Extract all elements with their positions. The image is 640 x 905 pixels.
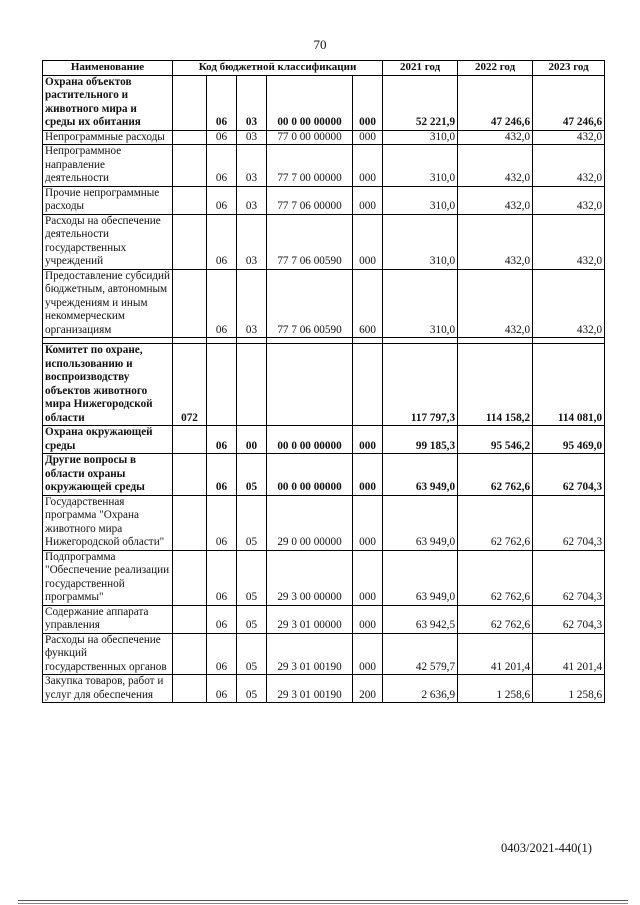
cell-subsection: 03 — [237, 186, 267, 214]
cell-subsection: 03 — [237, 145, 267, 187]
cell-expense-type: 000 — [353, 186, 383, 214]
cell-2023: 114 081,0 — [533, 344, 605, 426]
cell-ved — [173, 75, 207, 130]
cell-subsection: 00 — [237, 426, 267, 454]
header-name: Наименование — [43, 61, 173, 76]
table-row — [43, 495, 605, 550]
cell-2022: 432,0 — [458, 269, 533, 338]
cell-2021: 310,0 — [383, 145, 458, 187]
table-row — [43, 605, 605, 633]
table-row — [43, 675, 605, 703]
bottom-border-line — [18, 900, 628, 901]
table-header-row — [43, 61, 605, 76]
cell-target-article: 29 3 01 00190 — [267, 633, 353, 675]
cell-section: 06 — [207, 454, 237, 496]
header-2022: 2022 год — [458, 61, 533, 76]
cell-2021: 52 221,9 — [383, 75, 458, 130]
table-row — [43, 454, 605, 496]
table-row — [43, 145, 605, 187]
table-row — [43, 344, 605, 426]
cell-target-article: 29 3 01 00190 — [267, 675, 353, 703]
cell-expense-type: 000 — [353, 605, 383, 633]
cell-target-article: 77 7 06 00000 — [267, 186, 353, 214]
cell-subsection: 05 — [237, 675, 267, 703]
cell-ved — [173, 130, 207, 145]
cell-target-article: 77 0 00 00000 — [267, 130, 353, 145]
cell-2022: 62 762,6 — [458, 454, 533, 496]
cell-expense-type — [353, 344, 383, 426]
cell-target-article: 29 3 00 00000 — [267, 550, 353, 605]
cell-name: Непрограммные расходы — [43, 130, 173, 145]
cell-2022: 62 762,6 — [458, 495, 533, 550]
cell-name: Охрана окружающей среды — [43, 426, 173, 454]
cell-target-article: 77 7 06 00590 — [267, 214, 353, 269]
cell-name: Другие вопросы в области охраны окружающей среды — [43, 454, 173, 496]
cell-section: 06 — [207, 75, 237, 130]
cell-expense-type: 000 — [353, 130, 383, 145]
cell-subsection — [237, 344, 267, 426]
cell-2023: 95 469,0 — [533, 426, 605, 454]
cell-name: Содержание аппарата управления — [43, 605, 173, 633]
cell-2021: 63 942,5 — [383, 605, 458, 633]
cell-2022: 432,0 — [458, 186, 533, 214]
cell-section: 06 — [207, 269, 237, 338]
cell-section: 06 — [207, 550, 237, 605]
cell-section: 06 — [207, 145, 237, 187]
cell-ved — [173, 186, 207, 214]
cell-2022: 114 158,2 — [458, 344, 533, 426]
document-code: 0403/2021-440(1) — [501, 841, 592, 855]
cell-expense-type: 000 — [353, 550, 383, 605]
cell-2023: 62 704,3 — [533, 605, 605, 633]
cell-2022: 432,0 — [458, 130, 533, 145]
cell-ved — [173, 214, 207, 269]
cell-section: 06 — [207, 426, 237, 454]
cell-section: 06 — [207, 186, 237, 214]
cell-ved — [173, 269, 207, 338]
cell-ved — [173, 495, 207, 550]
cell-subsection: 03 — [237, 214, 267, 269]
cell-subsection: 05 — [237, 550, 267, 605]
cell-2023: 62 704,3 — [533, 495, 605, 550]
cell-ved — [173, 605, 207, 633]
cell-2021: 310,0 — [383, 269, 458, 338]
cell-2023: 62 704,3 — [533, 454, 605, 496]
cell-ved: 072 — [173, 344, 207, 426]
cell-2023: 1 258,6 — [533, 675, 605, 703]
cell-ved — [173, 454, 207, 496]
cell-section: 06 — [207, 605, 237, 633]
cell-section: 06 — [207, 675, 237, 703]
cell-name: Расходы на обеспечение функций государственных органов — [43, 633, 173, 675]
cell-2023: 62 704,3 — [533, 550, 605, 605]
table-row — [43, 426, 605, 454]
cell-section: 06 — [207, 633, 237, 675]
cell-ved — [173, 550, 207, 605]
cell-expense-type: 000 — [353, 214, 383, 269]
cell-target-article: 77 7 00 00000 — [267, 145, 353, 187]
cell-ved — [173, 633, 207, 675]
cell-expense-type: 600 — [353, 269, 383, 338]
cell-2021: 310,0 — [383, 130, 458, 145]
cell-expense-type: 200 — [353, 675, 383, 703]
cell-name: Закупка товаров, работ и услуг для обеспечения — [43, 675, 173, 703]
cell-expense-type: 000 — [353, 426, 383, 454]
header-code: Код бюджетной классификации — [173, 61, 383, 76]
budget-table — [42, 60, 605, 703]
cell-subsection: 05 — [237, 454, 267, 496]
table-row — [43, 186, 605, 214]
cell-subsection: 05 — [237, 495, 267, 550]
cell-2023: 41 201,4 — [533, 633, 605, 675]
table-body — [43, 75, 605, 703]
cell-2021: 310,0 — [383, 214, 458, 269]
table-row — [43, 633, 605, 675]
cell-ved — [173, 675, 207, 703]
header-2021: 2021 год — [383, 61, 458, 76]
cell-2021: 99 185,3 — [383, 426, 458, 454]
cell-target-article: 29 0 00 00000 — [267, 495, 353, 550]
bottom-border-line-2 — [18, 903, 628, 904]
cell-2022: 47 246,6 — [458, 75, 533, 130]
cell-subsection: 05 — [237, 633, 267, 675]
cell-name: Государственная программа "Охрана животного мира Нижегородской области" — [43, 495, 173, 550]
cell-2023: 432,0 — [533, 130, 605, 145]
table-row — [43, 550, 605, 605]
cell-2022: 62 762,6 — [458, 550, 533, 605]
cell-2021: 63 949,0 — [383, 495, 458, 550]
header-2023: 2023 год — [533, 61, 605, 76]
cell-2022: 95 546,2 — [458, 426, 533, 454]
cell-target-article: 00 0 00 00000 — [267, 454, 353, 496]
cell-section — [207, 344, 237, 426]
cell-ved — [173, 426, 207, 454]
cell-2021: 63 949,0 — [383, 550, 458, 605]
cell-expense-type: 000 — [353, 495, 383, 550]
cell-2023: 432,0 — [533, 269, 605, 338]
cell-expense-type: 000 — [353, 145, 383, 187]
cell-2021: 2 636,9 — [383, 675, 458, 703]
cell-subsection: 03 — [237, 75, 267, 130]
page-number: 70 — [313, 37, 327, 52]
cell-2022: 62 762,6 — [458, 605, 533, 633]
cell-subsection: 03 — [237, 130, 267, 145]
cell-target-article: 00 0 00 00000 — [267, 75, 353, 130]
cell-subsection: 03 — [237, 269, 267, 338]
cell-2021: 310,0 — [383, 186, 458, 214]
cell-name: Расходы на обеспечение деятельности государственных учреждений — [43, 214, 173, 269]
cell-target-article: 77 7 06 00590 — [267, 269, 353, 338]
cell-2023: 432,0 — [533, 186, 605, 214]
table-row — [43, 269, 605, 338]
cell-section: 06 — [207, 130, 237, 145]
cell-name: Прочие непрограммные расходы — [43, 186, 173, 214]
cell-expense-type: 000 — [353, 454, 383, 496]
cell-2022: 432,0 — [458, 145, 533, 187]
cell-2022: 1 258,6 — [458, 675, 533, 703]
table-row — [43, 214, 605, 269]
cell-target-article — [267, 344, 353, 426]
cell-2022: 432,0 — [458, 214, 533, 269]
cell-section: 06 — [207, 495, 237, 550]
cell-name: Комитет по охране, использованию и воспроизводству объектов животного мира Нижегородской области — [43, 344, 173, 426]
cell-name: Непрограммное направление деятельности — [43, 145, 173, 187]
cell-expense-type: 000 — [353, 75, 383, 130]
cell-expense-type: 000 — [353, 633, 383, 675]
cell-2023: 432,0 — [533, 145, 605, 187]
cell-2021: 117 797,3 — [383, 344, 458, 426]
table-row — [43, 75, 605, 130]
table-row — [43, 130, 605, 145]
cell-2021: 42 579,7 — [383, 633, 458, 675]
cell-target-article: 29 3 01 00000 — [267, 605, 353, 633]
cell-2022: 41 201,4 — [458, 633, 533, 675]
cell-name: Охрана объектов растительного и животного мира и среды их обитания — [43, 75, 173, 130]
cell-ved — [173, 145, 207, 187]
cell-target-article: 00 0 00 00000 — [267, 426, 353, 454]
cell-name: Подпрограмма "Обеспечение реализации государственной программы" — [43, 550, 173, 605]
cell-subsection: 05 — [237, 605, 267, 633]
cell-2023: 432,0 — [533, 214, 605, 269]
cell-2023: 47 246,6 — [533, 75, 605, 130]
cell-name: Предоставление субсидий бюджетным, автономным учреждениям и иным некоммерческим организациям — [43, 269, 173, 338]
cell-2021: 63 949,0 — [383, 454, 458, 496]
cell-section: 06 — [207, 214, 237, 269]
